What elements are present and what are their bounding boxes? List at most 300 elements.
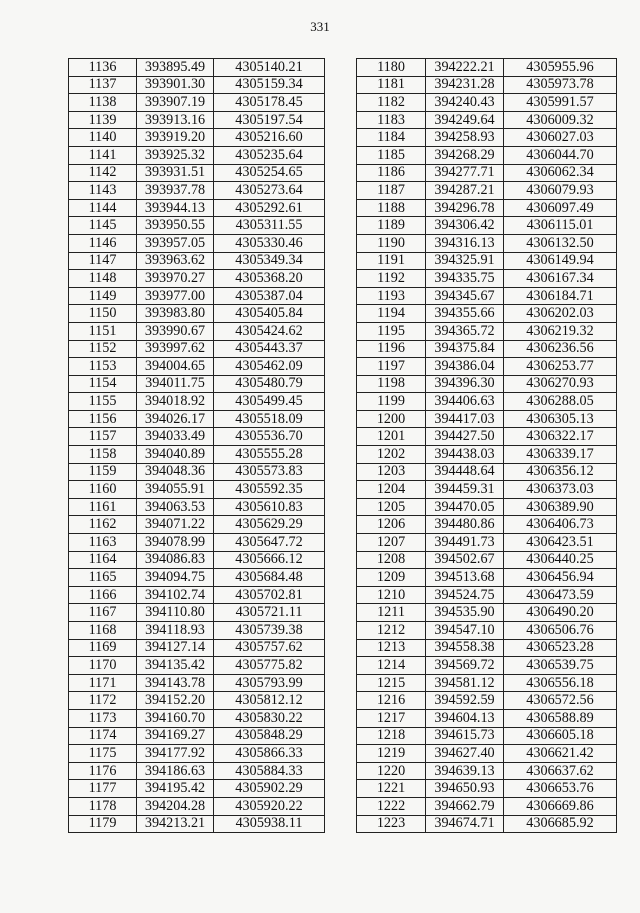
table-row — [69, 94, 325, 112]
point-number-cell: 1182 — [357, 94, 426, 112]
y-coordinate-cell: 4305405.84 — [214, 305, 325, 323]
x-coordinate-cell: 394674.71 — [426, 815, 504, 833]
x-coordinate-cell: 394459.31 — [426, 481, 504, 499]
table-row — [357, 604, 617, 622]
x-coordinate-cell: 394143.78 — [137, 674, 214, 692]
table-row — [69, 234, 325, 252]
table-row — [357, 551, 617, 569]
y-coordinate-cell: 4306236.56 — [504, 340, 617, 358]
table-row — [357, 393, 617, 411]
table-row — [357, 780, 617, 798]
table-row — [357, 199, 617, 217]
table-row — [357, 657, 617, 675]
y-coordinate-cell: 4305830.22 — [214, 709, 325, 727]
point-number-cell: 1176 — [69, 762, 137, 780]
y-coordinate-cell: 4306115.01 — [504, 217, 617, 235]
point-number-cell: 1180 — [357, 59, 426, 77]
point-number-cell: 1150 — [69, 305, 137, 323]
y-coordinate-cell: 4306539.75 — [504, 657, 617, 675]
point-number-cell: 1214 — [357, 657, 426, 675]
y-coordinate-cell: 4306373.03 — [504, 481, 617, 499]
x-coordinate-cell: 394524.75 — [426, 586, 504, 604]
point-number-cell: 1209 — [357, 569, 426, 587]
y-coordinate-cell: 4306356.12 — [504, 463, 617, 481]
y-coordinate-cell: 4306572.56 — [504, 692, 617, 710]
table-row — [69, 270, 325, 288]
x-coordinate-cell: 394231.28 — [426, 76, 504, 94]
table-row — [69, 463, 325, 481]
table-row — [69, 305, 325, 323]
point-number-cell: 1148 — [69, 270, 137, 288]
table-row — [357, 762, 617, 780]
y-coordinate-cell: 4305592.35 — [214, 481, 325, 499]
y-coordinate-cell: 4305793.99 — [214, 674, 325, 692]
x-coordinate-cell: 394365.72 — [426, 322, 504, 340]
y-coordinate-cell: 4306389.90 — [504, 498, 617, 516]
y-coordinate-cell: 4305197.54 — [214, 111, 325, 129]
x-coordinate-cell: 394277.71 — [426, 164, 504, 182]
x-coordinate-cell: 394547.10 — [426, 622, 504, 640]
table-row — [69, 745, 325, 763]
x-coordinate-cell: 394127.14 — [137, 639, 214, 657]
y-coordinate-cell: 4305812.12 — [214, 692, 325, 710]
y-coordinate-cell: 4305499.45 — [214, 393, 325, 411]
table-row — [69, 709, 325, 727]
y-coordinate-cell: 4306685.92 — [504, 815, 617, 833]
y-coordinate-cell: 4305273.64 — [214, 182, 325, 200]
table-row — [69, 446, 325, 464]
table-row — [69, 111, 325, 129]
point-number-cell: 1136 — [69, 59, 137, 77]
point-number-cell: 1204 — [357, 481, 426, 499]
point-number-cell: 1205 — [357, 498, 426, 516]
x-coordinate-cell: 394195.42 — [137, 780, 214, 798]
point-number-cell: 1188 — [357, 199, 426, 217]
x-coordinate-cell: 394094.75 — [137, 569, 214, 587]
x-coordinate-cell: 393950.55 — [137, 217, 214, 235]
point-number-cell: 1169 — [69, 639, 137, 657]
y-coordinate-cell: 4306322.17 — [504, 428, 617, 446]
point-number-cell: 1171 — [69, 674, 137, 692]
table-row — [69, 657, 325, 675]
point-number-cell: 1161 — [69, 498, 137, 516]
y-coordinate-cell: 4306219.32 — [504, 322, 617, 340]
table-row — [69, 217, 325, 235]
x-coordinate-cell: 393901.30 — [137, 76, 214, 94]
y-coordinate-cell: 4306669.86 — [504, 797, 617, 815]
point-number-cell: 1172 — [69, 692, 137, 710]
point-number-cell: 1203 — [357, 463, 426, 481]
y-coordinate-cell: 4305775.82 — [214, 657, 325, 675]
y-coordinate-cell: 4305140.21 — [214, 59, 325, 77]
table-row — [69, 604, 325, 622]
x-coordinate-cell: 394627.40 — [426, 745, 504, 763]
table-row — [357, 622, 617, 640]
table-row — [357, 164, 617, 182]
table-row — [357, 692, 617, 710]
table-row — [69, 551, 325, 569]
point-number-cell: 1160 — [69, 481, 137, 499]
page-number: 331 — [310, 19, 330, 34]
point-number-cell: 1191 — [357, 252, 426, 270]
x-coordinate-cell: 393913.16 — [137, 111, 214, 129]
x-coordinate-cell: 394213.21 — [137, 815, 214, 833]
y-coordinate-cell: 4305349.34 — [214, 252, 325, 270]
point-number-cell: 1181 — [357, 76, 426, 94]
y-coordinate-cell: 4306044.70 — [504, 146, 617, 164]
point-number-cell: 1166 — [69, 586, 137, 604]
x-coordinate-cell: 394169.27 — [137, 727, 214, 745]
y-coordinate-cell: 4305573.83 — [214, 463, 325, 481]
table-row — [69, 516, 325, 534]
x-coordinate-cell: 394639.13 — [426, 762, 504, 780]
table-row — [69, 287, 325, 305]
x-coordinate-cell: 393970.27 — [137, 270, 214, 288]
y-coordinate-cell: 4305647.72 — [214, 534, 325, 552]
y-coordinate-cell: 4306167.34 — [504, 270, 617, 288]
point-number-cell: 1167 — [69, 604, 137, 622]
x-coordinate-cell: 393919.20 — [137, 129, 214, 147]
x-coordinate-cell: 394325.91 — [426, 252, 504, 270]
x-coordinate-cell: 393895.49 — [137, 59, 214, 77]
table-row — [69, 129, 325, 147]
point-number-cell: 1221 — [357, 780, 426, 798]
x-coordinate-cell: 394386.04 — [426, 358, 504, 376]
x-coordinate-cell: 393990.67 — [137, 322, 214, 340]
point-number-cell: 1197 — [357, 358, 426, 376]
y-coordinate-cell: 4306653.76 — [504, 780, 617, 798]
point-number-cell: 1210 — [357, 586, 426, 604]
x-coordinate-cell: 393944.13 — [137, 199, 214, 217]
point-number-cell: 1140 — [69, 129, 137, 147]
x-coordinate-cell: 394650.93 — [426, 780, 504, 798]
x-coordinate-cell: 394662.79 — [426, 797, 504, 815]
table-row — [69, 358, 325, 376]
x-coordinate-cell: 394152.20 — [137, 692, 214, 710]
x-coordinate-cell: 394316.13 — [426, 234, 504, 252]
point-number-cell: 1208 — [357, 551, 426, 569]
table-row — [69, 59, 325, 77]
table-row — [357, 481, 617, 499]
y-coordinate-cell: 4306490.20 — [504, 604, 617, 622]
x-coordinate-cell: 394249.64 — [426, 111, 504, 129]
point-number-cell: 1212 — [357, 622, 426, 640]
table-row — [357, 727, 617, 745]
table-row — [69, 481, 325, 499]
x-coordinate-cell: 394296.78 — [426, 199, 504, 217]
y-coordinate-cell: 4305721.11 — [214, 604, 325, 622]
point-number-cell: 1174 — [69, 727, 137, 745]
point-number-cell: 1213 — [357, 639, 426, 657]
table-row — [357, 498, 617, 516]
x-coordinate-cell: 394055.91 — [137, 481, 214, 499]
y-coordinate-cell: 4306423.51 — [504, 534, 617, 552]
x-coordinate-cell: 394427.50 — [426, 428, 504, 446]
table-row — [69, 727, 325, 745]
y-coordinate-cell: 4306605.18 — [504, 727, 617, 745]
y-coordinate-cell: 4305848.29 — [214, 727, 325, 745]
x-coordinate-cell: 394268.29 — [426, 146, 504, 164]
x-coordinate-cell: 394592.59 — [426, 692, 504, 710]
point-number-cell: 1158 — [69, 446, 137, 464]
table-row — [69, 146, 325, 164]
y-coordinate-cell: 4306339.17 — [504, 446, 617, 464]
y-coordinate-cell: 4306473.59 — [504, 586, 617, 604]
y-coordinate-cell: 4306305.13 — [504, 410, 617, 428]
point-number-cell: 1153 — [69, 358, 137, 376]
y-coordinate-cell: 4305555.28 — [214, 446, 325, 464]
table-row — [357, 428, 617, 446]
table-row — [357, 270, 617, 288]
y-coordinate-cell: 4305480.79 — [214, 375, 325, 393]
table-row — [357, 586, 617, 604]
table-row — [357, 709, 617, 727]
x-coordinate-cell: 393931.51 — [137, 164, 214, 182]
x-coordinate-cell: 394406.63 — [426, 393, 504, 411]
point-number-cell: 1199 — [357, 393, 426, 411]
point-number-cell: 1201 — [357, 428, 426, 446]
point-number-cell: 1163 — [69, 534, 137, 552]
x-coordinate-cell: 394306.42 — [426, 217, 504, 235]
x-coordinate-cell: 393907.19 — [137, 94, 214, 112]
x-coordinate-cell: 394604.13 — [426, 709, 504, 727]
x-coordinate-cell: 394355.66 — [426, 305, 504, 323]
point-number-cell: 1222 — [357, 797, 426, 815]
y-coordinate-cell: 4306270.93 — [504, 375, 617, 393]
y-coordinate-cell: 4305462.09 — [214, 358, 325, 376]
x-coordinate-cell: 394033.49 — [137, 428, 214, 446]
point-number-cell: 1200 — [357, 410, 426, 428]
point-number-cell: 1179 — [69, 815, 137, 833]
table-row — [69, 622, 325, 640]
table-row — [357, 446, 617, 464]
point-number-cell: 1186 — [357, 164, 426, 182]
y-coordinate-cell: 4305955.96 — [504, 59, 617, 77]
point-number-cell: 1165 — [69, 569, 137, 587]
x-coordinate-cell: 394186.63 — [137, 762, 214, 780]
table-row — [357, 815, 617, 833]
y-coordinate-cell: 4305536.70 — [214, 428, 325, 446]
table-row — [357, 534, 617, 552]
table-row — [357, 463, 617, 481]
table-row — [357, 94, 617, 112]
table-row — [357, 217, 617, 235]
point-number-cell: 1173 — [69, 709, 137, 727]
x-coordinate-cell: 394470.05 — [426, 498, 504, 516]
x-coordinate-cell: 394135.42 — [137, 657, 214, 675]
x-coordinate-cell: 394222.21 — [426, 59, 504, 77]
table-row — [357, 234, 617, 252]
point-number-cell: 1206 — [357, 516, 426, 534]
point-number-cell: 1193 — [357, 287, 426, 305]
x-coordinate-cell: 394535.90 — [426, 604, 504, 622]
point-number-cell: 1192 — [357, 270, 426, 288]
y-coordinate-cell: 4305518.09 — [214, 410, 325, 428]
point-number-cell: 1220 — [357, 762, 426, 780]
table-row — [69, 252, 325, 270]
point-number-cell: 1141 — [69, 146, 137, 164]
table-row — [357, 569, 617, 587]
point-number-cell: 1152 — [69, 340, 137, 358]
x-coordinate-cell: 393937.78 — [137, 182, 214, 200]
point-number-cell: 1215 — [357, 674, 426, 692]
x-coordinate-cell: 393957.05 — [137, 234, 214, 252]
point-number-cell: 1196 — [357, 340, 426, 358]
table-row — [69, 780, 325, 798]
point-number-cell: 1149 — [69, 287, 137, 305]
point-number-cell: 1189 — [357, 217, 426, 235]
table-row — [69, 393, 325, 411]
point-number-cell: 1194 — [357, 305, 426, 323]
point-number-cell: 1147 — [69, 252, 137, 270]
x-coordinate-cell: 394071.22 — [137, 516, 214, 534]
point-number-cell: 1219 — [357, 745, 426, 763]
point-number-cell: 1202 — [357, 446, 426, 464]
x-coordinate-cell: 394615.73 — [426, 727, 504, 745]
y-coordinate-cell: 4305178.45 — [214, 94, 325, 112]
y-coordinate-cell: 4306621.42 — [504, 745, 617, 763]
table-row — [69, 674, 325, 692]
x-coordinate-cell: 393977.00 — [137, 287, 214, 305]
y-coordinate-cell: 4305330.46 — [214, 234, 325, 252]
table-row — [357, 340, 617, 358]
x-coordinate-cell: 394375.84 — [426, 340, 504, 358]
point-number-cell: 1175 — [69, 745, 137, 763]
x-coordinate-cell: 394063.53 — [137, 498, 214, 516]
y-coordinate-cell: 4305424.62 — [214, 322, 325, 340]
point-number-cell: 1156 — [69, 410, 137, 428]
table-row — [357, 358, 617, 376]
point-number-cell: 1211 — [357, 604, 426, 622]
point-number-cell: 1139 — [69, 111, 137, 129]
point-number-cell: 1170 — [69, 657, 137, 675]
y-coordinate-cell: 4306253.77 — [504, 358, 617, 376]
y-coordinate-cell: 4306097.49 — [504, 199, 617, 217]
x-coordinate-cell: 394417.03 — [426, 410, 504, 428]
y-coordinate-cell: 4305757.62 — [214, 639, 325, 657]
y-coordinate-cell: 4306556.18 — [504, 674, 617, 692]
table-row — [357, 410, 617, 428]
y-coordinate-cell: 4305311.55 — [214, 217, 325, 235]
x-coordinate-cell: 394581.12 — [426, 674, 504, 692]
x-coordinate-cell: 394438.03 — [426, 446, 504, 464]
table-row — [357, 182, 617, 200]
x-coordinate-cell: 394502.67 — [426, 551, 504, 569]
table-row — [69, 375, 325, 393]
point-number-cell: 1185 — [357, 146, 426, 164]
table-row — [357, 111, 617, 129]
y-coordinate-cell: 4305684.48 — [214, 569, 325, 587]
y-coordinate-cell: 4305216.60 — [214, 129, 325, 147]
x-coordinate-cell: 394118.93 — [137, 622, 214, 640]
point-number-cell: 1164 — [69, 551, 137, 569]
x-coordinate-cell: 394335.75 — [426, 270, 504, 288]
point-number-cell: 1168 — [69, 622, 137, 640]
point-number-cell: 1195 — [357, 322, 426, 340]
x-coordinate-cell: 394258.93 — [426, 129, 504, 147]
y-coordinate-cell: 4306288.05 — [504, 393, 617, 411]
point-number-cell: 1198 — [357, 375, 426, 393]
table-row — [357, 146, 617, 164]
y-coordinate-cell: 4305884.33 — [214, 762, 325, 780]
x-coordinate-cell: 394078.99 — [137, 534, 214, 552]
table-row — [357, 252, 617, 270]
point-number-cell: 1159 — [69, 463, 137, 481]
x-coordinate-cell: 394048.36 — [137, 463, 214, 481]
table-row — [69, 639, 325, 657]
point-number-cell: 1138 — [69, 94, 137, 112]
y-coordinate-cell: 4306079.93 — [504, 182, 617, 200]
x-coordinate-cell: 394026.17 — [137, 410, 214, 428]
table-row — [69, 428, 325, 446]
point-number-cell: 1217 — [357, 709, 426, 727]
y-coordinate-cell: 4305254.65 — [214, 164, 325, 182]
table-row — [69, 410, 325, 428]
point-number-cell: 1184 — [357, 129, 426, 147]
coordinates-table-right-body — [357, 59, 617, 833]
y-coordinate-cell: 4305991.57 — [504, 94, 617, 112]
x-coordinate-cell: 394177.92 — [137, 745, 214, 763]
point-number-cell: 1142 — [69, 164, 137, 182]
y-coordinate-cell: 4306202.03 — [504, 305, 617, 323]
table-row — [69, 692, 325, 710]
x-coordinate-cell: 394204.28 — [137, 797, 214, 815]
y-coordinate-cell: 4306009.32 — [504, 111, 617, 129]
y-coordinate-cell: 4305973.78 — [504, 76, 617, 94]
y-coordinate-cell: 4305629.29 — [214, 516, 325, 534]
x-coordinate-cell: 393983.80 — [137, 305, 214, 323]
y-coordinate-cell: 4306456.94 — [504, 569, 617, 587]
coordinates-table-left — [68, 58, 325, 833]
point-number-cell: 1144 — [69, 199, 137, 217]
x-coordinate-cell: 394086.83 — [137, 551, 214, 569]
point-number-cell: 1146 — [69, 234, 137, 252]
table-row — [69, 164, 325, 182]
point-number-cell: 1216 — [357, 692, 426, 710]
y-coordinate-cell: 4306149.94 — [504, 252, 617, 270]
y-coordinate-cell: 4305610.83 — [214, 498, 325, 516]
y-coordinate-cell: 4305920.22 — [214, 797, 325, 815]
table-row — [357, 674, 617, 692]
x-coordinate-cell: 394011.75 — [137, 375, 214, 393]
table-row — [357, 797, 617, 815]
y-coordinate-cell: 4305368.20 — [214, 270, 325, 288]
x-coordinate-cell: 394004.65 — [137, 358, 214, 376]
x-coordinate-cell: 394240.43 — [426, 94, 504, 112]
table-row — [69, 498, 325, 516]
y-coordinate-cell: 4306132.50 — [504, 234, 617, 252]
x-coordinate-cell: 394448.64 — [426, 463, 504, 481]
point-number-cell: 1154 — [69, 375, 137, 393]
table-row — [357, 375, 617, 393]
y-coordinate-cell: 4306440.25 — [504, 551, 617, 569]
x-coordinate-cell: 394396.30 — [426, 375, 504, 393]
x-coordinate-cell: 394345.67 — [426, 287, 504, 305]
table-row — [357, 59, 617, 77]
point-number-cell: 1151 — [69, 322, 137, 340]
point-number-cell: 1157 — [69, 428, 137, 446]
table-row — [69, 569, 325, 587]
y-coordinate-cell: 4305443.37 — [214, 340, 325, 358]
y-coordinate-cell: 4305902.29 — [214, 780, 325, 798]
y-coordinate-cell: 4306523.28 — [504, 639, 617, 657]
y-coordinate-cell: 4305292.61 — [214, 199, 325, 217]
y-coordinate-cell: 4305739.38 — [214, 622, 325, 640]
x-coordinate-cell: 394287.21 — [426, 182, 504, 200]
y-coordinate-cell: 4305702.81 — [214, 586, 325, 604]
y-coordinate-cell: 4305235.64 — [214, 146, 325, 164]
y-coordinate-cell: 4305666.12 — [214, 551, 325, 569]
